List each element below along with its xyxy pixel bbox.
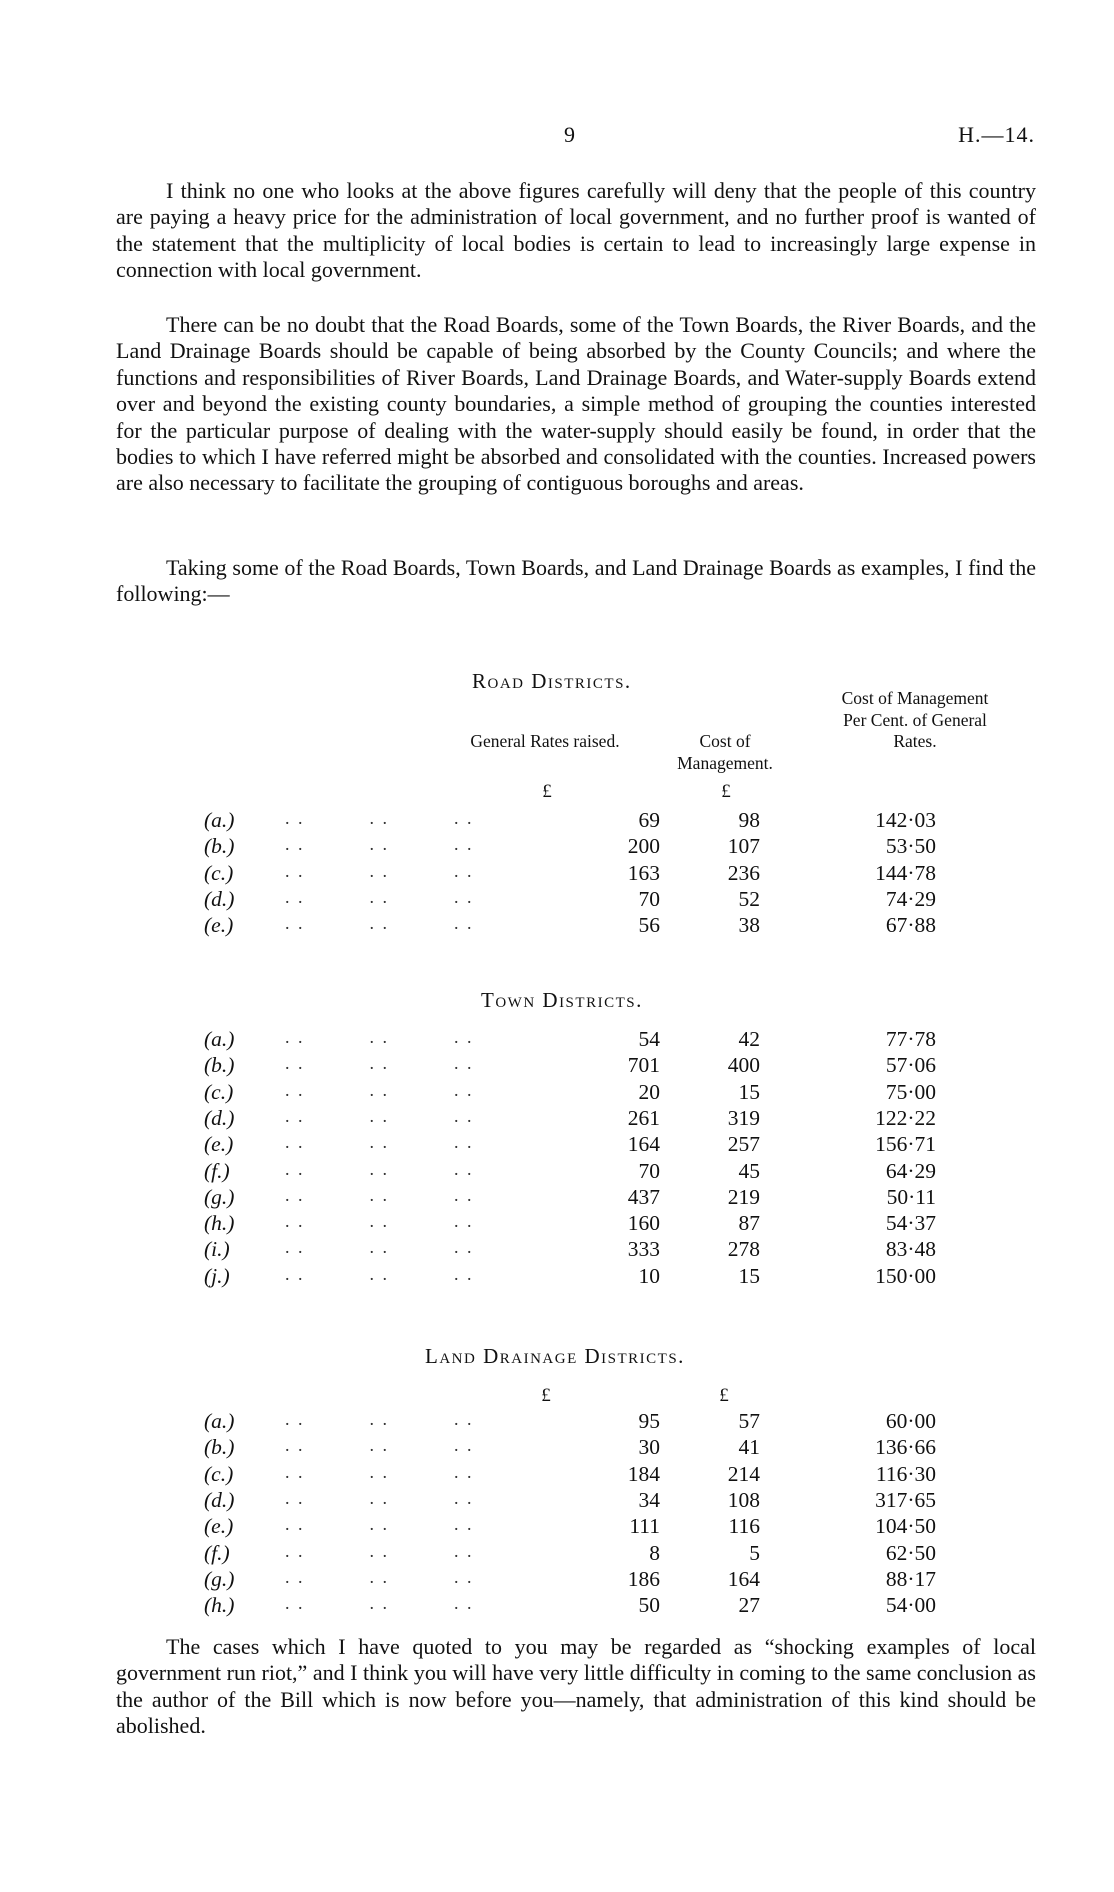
paragraph-3 [116, 555, 1036, 608]
paragraph-4 [116, 1634, 1036, 1740]
rates-value: 8 [649, 1540, 660, 1565]
town-district-row [200, 1237, 980, 1263]
leader-dots: . . . . . . [285, 1263, 474, 1284]
row-label: (b.) [204, 1053, 235, 1078]
town-district-row [200, 1053, 980, 1079]
leader-dots: . . . . . . [285, 1593, 474, 1614]
rates-value: 200 [627, 834, 660, 859]
road-district-row [200, 887, 980, 913]
row-label: (d.) [204, 886, 235, 911]
percent-value: 156·71 [875, 1132, 936, 1157]
row-label: (f.) [204, 1158, 230, 1183]
percent-value: 122·22 [875, 1105, 936, 1130]
column-header-percent: Cost of Management Per Cent. of General Rates. [841, 688, 989, 751]
cost-value: 87 [738, 1211, 760, 1236]
rates-value: 10 [638, 1263, 660, 1288]
rates-value: 111 [629, 1514, 660, 1539]
rates-value: 69 [638, 808, 660, 832]
cost-value: 108 [727, 1487, 760, 1512]
row-label: (d.) [204, 1105, 235, 1130]
rates-value: 70 [638, 886, 660, 911]
cost-value: 278 [727, 1237, 760, 1262]
document-reference: H.—14. [958, 122, 1035, 147]
paragraph-2-text: There can be no doubt that the Road Boards, some of the Town Boards, the River Boards, and the Land Drainage Boards should be capable of being absorbed by the County Councils; and where the functions and responsibilities of River Boards, Land Drainage Boards, and Water-supply Boards extend over and beyond the existing county boundaries, a simple method of grouping the counties interested for the particular purpose of dealing with the water-supply should easily be found, in order that the bodies to which I have referred might be absorbed and consolidated with the counties. Increased powers are also necessary to facilitate the grouping of contiguous boroughs and areas. [116, 312, 1036, 496]
cost-value: 45 [738, 1158, 760, 1183]
pound-unit-rates-drainage: £ [541, 1385, 551, 1406]
town-district-row [200, 1132, 980, 1158]
percent-value: 144·78 [875, 860, 936, 885]
land-drainage-district-row [200, 1541, 980, 1567]
leader-dots: . . . . . . [285, 1237, 474, 1258]
row-label: (e.) [204, 1132, 234, 1157]
leader-dots: . . . . . . [285, 808, 474, 828]
leader-dots: . . . . . . [285, 1435, 474, 1456]
rates-value: 95 [638, 1409, 660, 1433]
percent-value: 142·03 [875, 808, 936, 832]
row-label: (h.) [204, 1211, 235, 1236]
leader-dots: . . . . . . [285, 1184, 474, 1205]
road-district-row [200, 913, 980, 939]
cost-value: 219 [727, 1184, 760, 1209]
land-drainage-districts-title: Land Drainage Districts. [425, 1344, 685, 1368]
town-district-row [200, 1185, 980, 1211]
rates-value: 34 [638, 1487, 660, 1512]
row-label: (g.) [204, 1566, 235, 1591]
percent-value: 64·29 [885, 1158, 936, 1183]
row-label: (f.) [204, 1540, 230, 1565]
percent-value: 116·30 [875, 1461, 936, 1486]
paragraph-4-text: The cases which I have quoted to you may be regarded as “shocking examples of local government run riot,” and I think you will have very little difficulty in coming to the same conclusion as the author of the Bill which is now before you—namely, that administration of this kind should be abolished. [116, 1634, 1036, 1739]
cost-value: 107 [727, 834, 760, 859]
leader-dots: . . . . . . [285, 834, 474, 855]
paragraph-1-text: I think no one who looks at the above figures carefully will deny that the people of this country are paying a heavy price for the administration of local government, and no further proof is wanted of the statement that the multiplicity of local bodies is certain to lead to increasingly large expense in connection with local government. [116, 178, 1036, 283]
land-drainage-district-row [200, 1488, 980, 1514]
cost-value: 98 [738, 808, 760, 832]
cost-value: 164 [727, 1566, 760, 1591]
row-label: (c.) [204, 860, 234, 885]
row-label: (i.) [204, 1237, 230, 1262]
town-district-row [200, 1106, 980, 1132]
cost-value: 52 [738, 886, 760, 911]
paragraph-1 [116, 178, 1036, 284]
land-drainage-district-row [200, 1462, 980, 1488]
percent-value: 60·00 [885, 1409, 936, 1433]
percent-value: 317·65 [875, 1487, 936, 1512]
town-districts-title: Town Districts. [481, 988, 643, 1012]
percent-value: 83·48 [885, 1237, 936, 1262]
percent-value: 77·78 [885, 1027, 936, 1051]
town-district-row [200, 1211, 980, 1237]
town-district-row [200, 1027, 980, 1053]
percent-value: 53·50 [885, 834, 936, 859]
percent-value: 50·11 [886, 1184, 936, 1209]
percent-value: 57·06 [885, 1053, 936, 1078]
leader-dots: . . . . . . [285, 1540, 474, 1561]
land-drainage-district-row [200, 1593, 980, 1619]
rates-value: 333 [627, 1237, 660, 1262]
rates-value: 186 [627, 1566, 660, 1591]
percent-value: 88·17 [885, 1566, 936, 1591]
column-header-rates: General Rates raised. [470, 731, 620, 751]
leader-dots: . . . . . . [285, 1211, 474, 1232]
rates-value: 160 [627, 1211, 660, 1236]
percent-value: 104·50 [875, 1514, 936, 1539]
percent-value: 54·37 [885, 1211, 936, 1236]
percent-value: 75·00 [885, 1079, 936, 1104]
percent-value: 150·00 [875, 1263, 936, 1288]
town-district-row [200, 1264, 980, 1290]
row-label: (c.) [204, 1461, 234, 1486]
cost-value: 15 [738, 1263, 760, 1288]
cost-value: 5 [749, 1540, 760, 1565]
rates-value: 164 [627, 1132, 660, 1157]
column-header-cost: Cost of Management. [677, 731, 773, 773]
cost-value: 400 [727, 1053, 760, 1078]
road-district-row [200, 861, 980, 887]
leader-dots: . . . . . . [285, 1053, 474, 1074]
leader-dots: . . . . . . [285, 1409, 474, 1429]
paragraph-2 [116, 312, 1036, 497]
leader-dots: . . . . . . [285, 1132, 474, 1153]
road-districts-title: Road Districts. [472, 669, 632, 693]
land-drainage-district-row [200, 1435, 980, 1461]
leader-dots: . . . . . . [285, 1487, 474, 1508]
rates-value: 30 [638, 1435, 660, 1460]
leader-dots: . . . . . . [285, 1105, 474, 1126]
rates-value: 163 [627, 860, 660, 885]
land-drainage-district-row [200, 1514, 980, 1540]
rates-value: 70 [638, 1158, 660, 1183]
pound-unit-cost: £ [721, 781, 731, 802]
page-number: 9 [564, 122, 575, 147]
leader-dots: . . . . . . [285, 886, 474, 907]
road-district-row [200, 808, 980, 834]
rates-value: 50 [638, 1593, 660, 1618]
rates-value: 261 [627, 1105, 660, 1130]
row-label: (e.) [204, 1514, 234, 1539]
pound-unit-cost-drainage: £ [719, 1385, 729, 1406]
percent-value: 67·88 [885, 913, 936, 938]
row-label: (h.) [204, 1593, 235, 1618]
land-drainage-district-row [200, 1567, 980, 1593]
percent-value: 136·66 [875, 1435, 936, 1460]
row-label: (j.) [204, 1263, 230, 1288]
rates-value: 54 [638, 1027, 660, 1051]
cost-value: 257 [727, 1132, 760, 1157]
rates-value: 701 [627, 1053, 660, 1078]
leader-dots: . . . . . . [285, 860, 474, 881]
rates-value: 184 [627, 1461, 660, 1486]
rates-value: 437 [627, 1184, 660, 1209]
row-label: (b.) [204, 1435, 235, 1460]
row-label: (a.) [204, 808, 235, 832]
leader-dots: . . . . . . [285, 1514, 474, 1535]
leader-dots: . . . . . . [285, 1158, 474, 1179]
percent-value: 62·50 [885, 1540, 936, 1565]
cost-value: 236 [727, 860, 760, 885]
cost-value: 116 [728, 1514, 760, 1539]
cost-value: 27 [738, 1593, 760, 1618]
town-district-row [200, 1159, 980, 1185]
town-district-row [200, 1080, 980, 1106]
cost-value: 41 [738, 1435, 760, 1460]
cost-value: 38 [738, 913, 760, 938]
leader-dots: . . . . . . [285, 1566, 474, 1587]
cost-value: 15 [738, 1079, 760, 1104]
leader-dots: . . . . . . [285, 1079, 474, 1100]
percent-value: 74·29 [885, 886, 936, 911]
row-label: (a.) [204, 1409, 235, 1433]
row-label: (c.) [204, 1079, 234, 1104]
leader-dots: . . . . . . [285, 913, 474, 934]
leader-dots: . . . . . . [285, 1461, 474, 1482]
rates-value: 20 [638, 1079, 660, 1104]
cost-value: 214 [727, 1461, 760, 1486]
row-label: (a.) [204, 1027, 235, 1051]
cost-value: 57 [738, 1409, 760, 1433]
row-label: (g.) [204, 1184, 235, 1209]
leader-dots: . . . . . . [285, 1027, 474, 1047]
row-label: (e.) [204, 913, 234, 938]
page-header [120, 122, 1040, 152]
land-drainage-district-row [200, 1409, 980, 1435]
road-district-row [200, 834, 980, 860]
rates-value: 56 [638, 913, 660, 938]
pound-unit-rates: £ [542, 781, 552, 802]
row-label: (d.) [204, 1487, 235, 1512]
cost-value: 42 [738, 1027, 760, 1051]
paragraph-3-text: Taking some of the Road Boards, Town Boards, and Land Drainage Boards as examples, I find the following:— [116, 555, 1036, 607]
cost-value: 319 [727, 1105, 760, 1130]
row-label: (b.) [204, 834, 235, 859]
percent-value: 54·00 [885, 1593, 936, 1618]
